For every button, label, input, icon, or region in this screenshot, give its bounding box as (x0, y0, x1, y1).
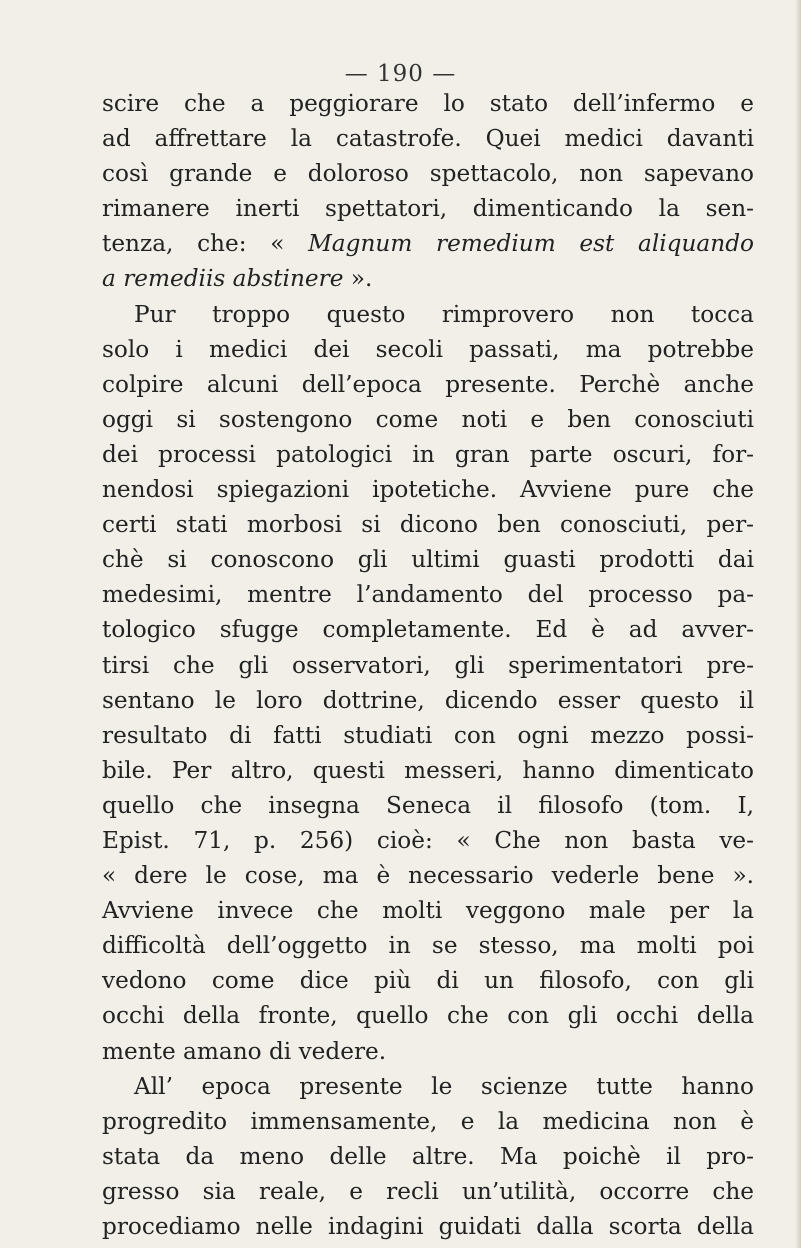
text-line: nendosi spiegazioni ipotetiche. Avviene pure che (102, 476, 754, 504)
text-line: stata da meno delle altre. Ma poichè il pro- (102, 1142, 754, 1170)
text-line: scire che a peggiorare lo stato dell’infermo e (102, 90, 754, 117)
text-line: dei processi patologici in gran parte oscuri, for- (102, 440, 754, 468)
text-line: Avviene invece che molti veggono male per la (102, 897, 754, 925)
text-line: All’ epoca presente le scienze tutte hanno (134, 1072, 754, 1100)
page-number: — 190 — (344, 61, 457, 87)
text-line: procediamo nelle indagini guidati dalla scorta della (102, 1213, 754, 1240)
text-line (102, 261, 754, 296)
text-line: sentano le loro dottrine, dicendo esser questo il (102, 686, 754, 714)
text-line: quello che insegna Seneca il filosofo (tom. I, (102, 791, 754, 819)
text-line: occhi della fronte, quello che con gli occhi della (102, 1002, 754, 1030)
text-line: « dere le cose, ma è necessario vederle bene ». (102, 862, 754, 890)
latin-quote: Magnum remedium est aliquando (308, 230, 754, 258)
text-line: difficoltà dell’oggetto in se stesso, ma molti poi (102, 932, 754, 960)
text-line: tologico sfugge completamente. Ed è ad avver- (102, 616, 754, 644)
body-text (102, 86, 754, 1244)
text-fragment: ». (343, 265, 373, 293)
text-line: bile. Per altro, questi messeri, hanno dimenticato (102, 756, 754, 784)
text-line: mente amano di vedere. (102, 1037, 387, 1065)
text-line: ad affrettare la catastrofe. Quei medici davanti (102, 125, 754, 153)
text-line: tirsi che gli osservatori, gli sperimentatori pre- (102, 651, 754, 679)
text-line: resultato di fatti studiati con ogni mezzo possi- (102, 721, 754, 749)
text-fragment: tenza, che: « (102, 230, 309, 258)
text-line: Pur troppo questo rimprovero non tocca (134, 300, 754, 328)
text-line: colpire alcuni dell’epoca presente. Perchè anche (102, 370, 754, 398)
text-line: certi stati morbosi si dicono ben conosciuti, per- (102, 511, 754, 539)
text-line: rimanere inerti spettatori, dimenticando la sen- (102, 195, 754, 223)
text-line: medesimi, mentre l’andamento del processo pa- (102, 581, 754, 609)
text-line: così grande e doloroso spettacolo, non sapevano (102, 160, 754, 188)
text-line: Epist. 71, p. 256) cioè: « Che non basta ve- (102, 826, 754, 854)
text-line: solo i medici dei secoli passati, ma potrebbe (102, 335, 754, 363)
text-line: gresso sia reale, e recli un’utilità, occorre che (102, 1177, 754, 1205)
text-line: chè si conoscono gli ultimi guasti prodotti dai (102, 546, 754, 574)
latin-quote: a remediis abstinere (102, 265, 344, 293)
text-line: progredito immensamente, e la medicina non è (102, 1107, 754, 1135)
page-edge-shadow (795, 0, 801, 1248)
text-line: oggi si sostengono come noti e ben conosciuti (102, 405, 754, 433)
text-line: vedono come dice più di un filosofo, con gli (102, 967, 754, 995)
text-line (102, 226, 754, 261)
